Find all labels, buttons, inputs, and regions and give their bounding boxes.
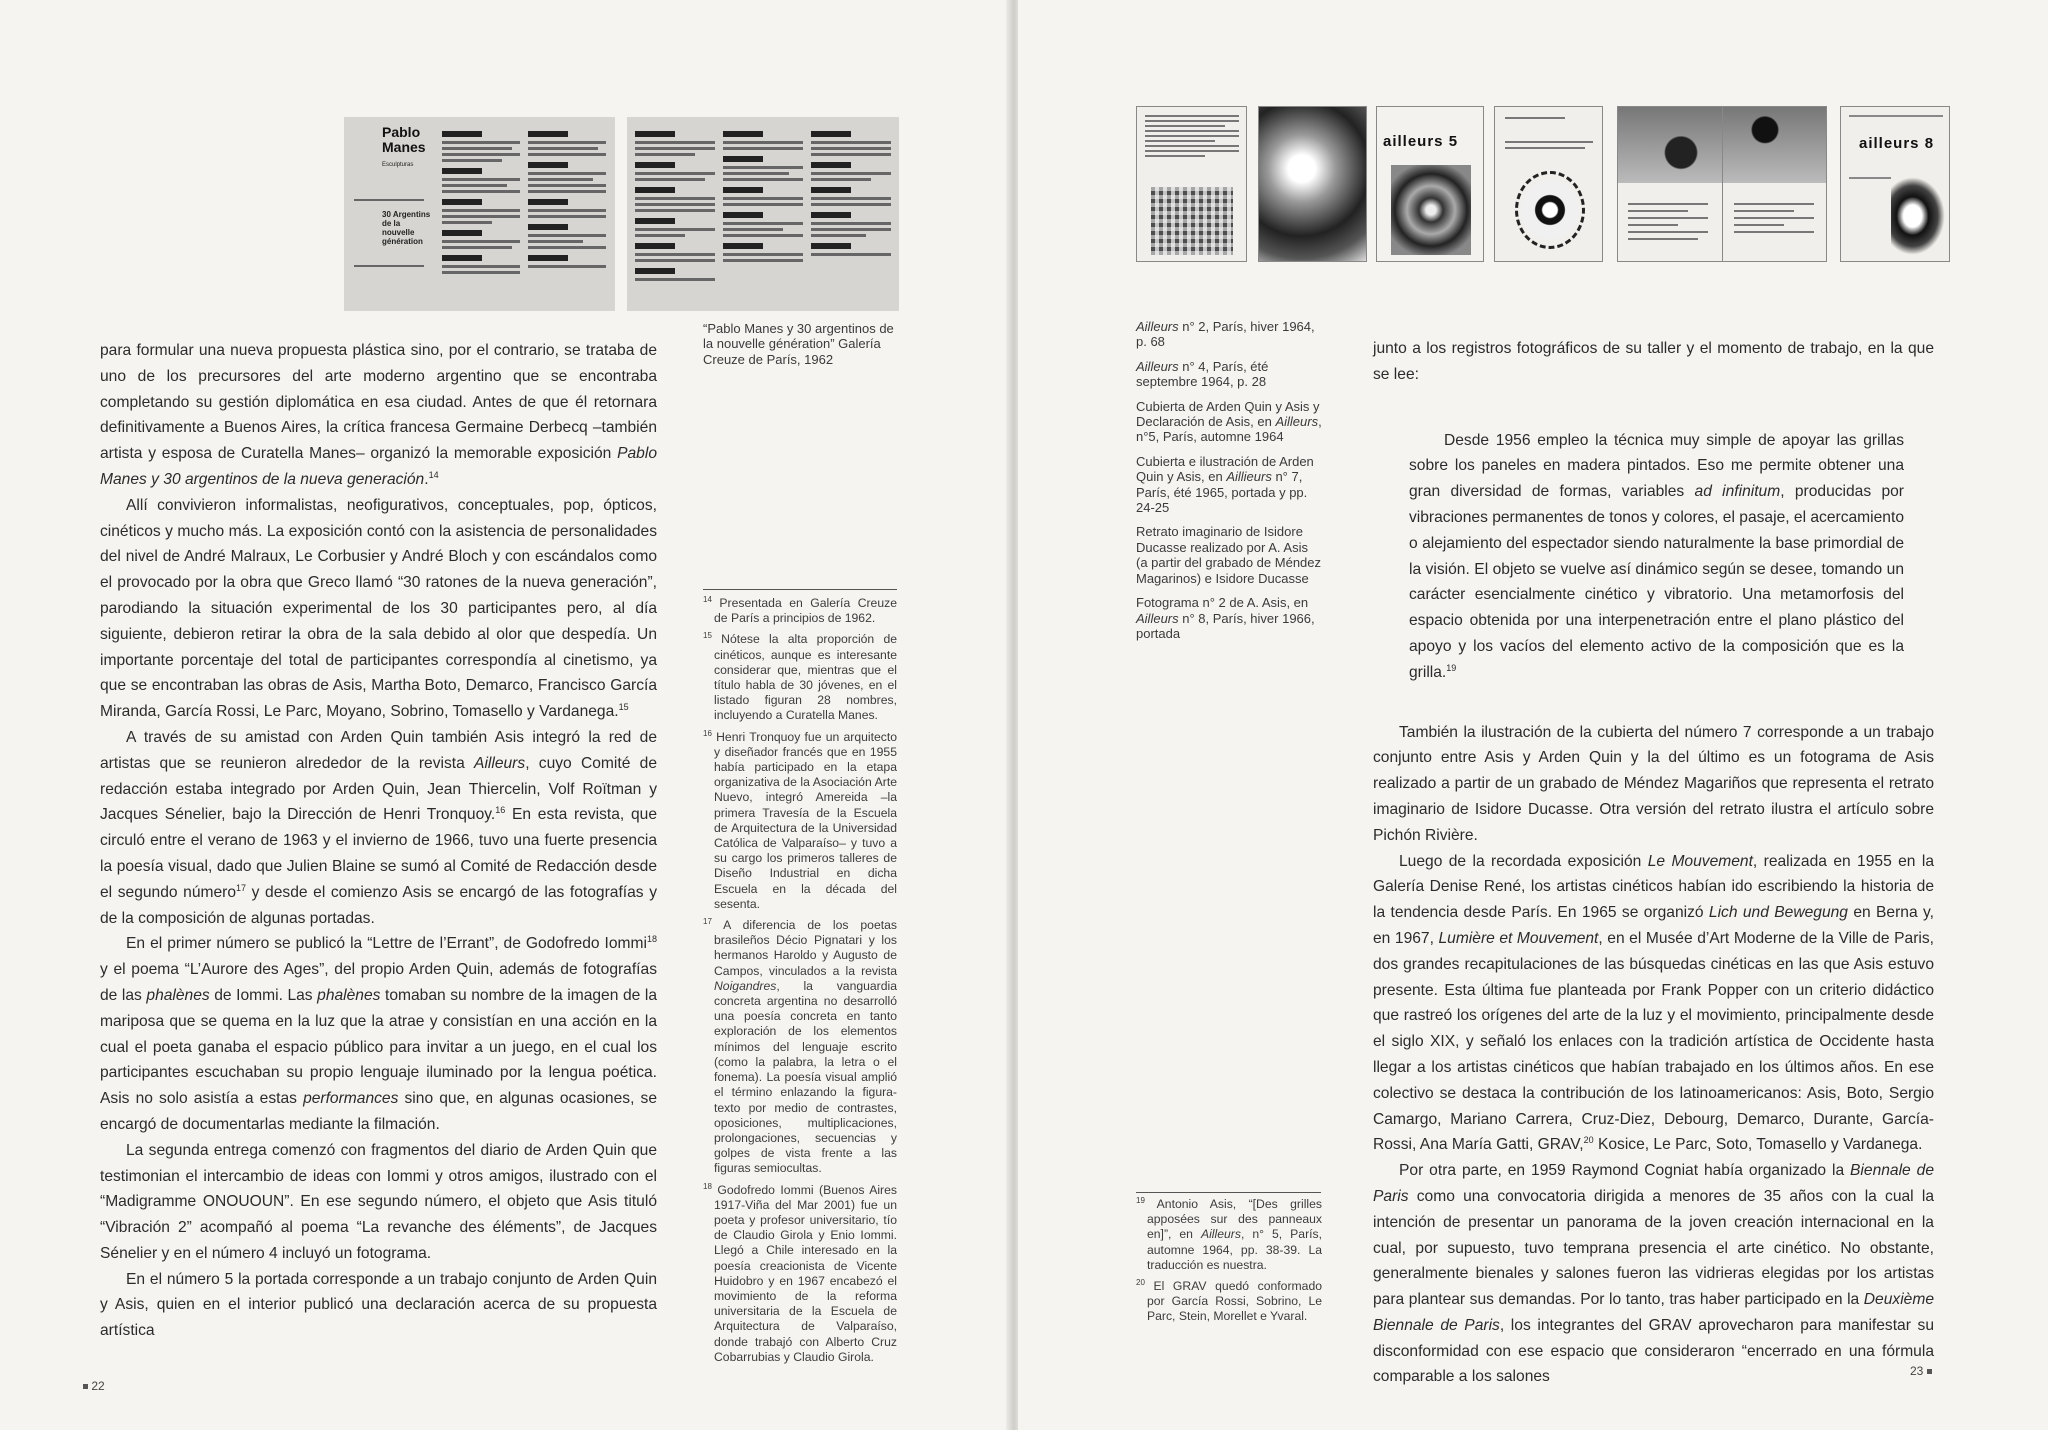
- paragraph: En el primer número se publicó la “Lettre de l’Errant”, de Godofredo Iommi$^{18}$ y el poema “L’Aurore des Ages”, del propio Arden Quin, además de fotografías de las phalènes de Iommi. Las phalènes tomaban su nombre de la imagen de la mariposa que se quema en la luz que la atrae y consistían en una acción en la cual el poeta ganaba el espacio público para invitar a un juego, en el cual los participantes escuchaban su propio lenguaje iluminado por la lengua poética. Asis no solo asistía a estas performances sino que, en algunas ocasiones, se encargó de documentarlas mediante la filmación.: [100, 934, 657, 1133]
- magazine-cover-image: [1136, 106, 1247, 262]
- magazine-page-image: [1494, 106, 1603, 262]
- right-footnotes: [1136, 1197, 1322, 1331]
- intro-paragraph: junto a los registros fotográficos de su taller y el momento de trabajo, en la que se lee:: [1373, 340, 1934, 383]
- poster-caption: “Pablo Manes y 30 argentinos de la nouvelle génération” Galería Creuze de París, 1962: [703, 321, 894, 367]
- magazine-spread-image: [1617, 106, 1827, 262]
- poster-image-left: [344, 117, 615, 311]
- left-body-text: [100, 338, 657, 1344]
- caption: Ailleurs n° 2, París, hiver 1964, p. 68: [1136, 319, 1315, 350]
- block-quote: Desde 1956 empleo la técnica muy simple de apoyar las grillas sobre los paneles en madera pintados. Eso me permite obtener una gran diversidad de formas, variables ad infinitum, producidas por vibraciones permanentes de tonos y colores, el pasaje, el acercamiento o alejamiento del espectador siendo naturalmente la base primordial de la visión. El objeto se vuelve así dinámico según se desee, tomando un carácter esencialmente cinético y vibratorio. Una metamorfosis del espacio obtenida por una interpenetración entre el plano plástico del apoyo y los vacíos del elemento activo de la composición que es la grilla.$^{19}$: [1409, 431, 1904, 681]
- page-number: 23: [1910, 1364, 1932, 1378]
- footnote-rule: [703, 589, 897, 590]
- paragraph: Luego de la recordada exposición Le Mouvement, realizada en 1955 en la Galería Denise René, los artistas cinéticos habían ido escribiendo la historia de la tendencia desde París. En 1965 se organizó Lich und Bewegung en Berna y, en 1967, Lumière et Mouvement, en el Musée d’Art Moderne de la Ville de Paris, dos grandes recapitulaciones de las búsquedas cinéticas en las que Asis estuvo presente. Esta última fue planteada por Frank Popper con un criterio didáctico que rastreó los orígenes del arte de la luz y el movimiento, principalmente desde el siglo XIX, y señaló los enlaces con la tradición artística de Occidente hasta llegar a los artistas cinéticos que habían trabajado en los últimos años. En ese colectivo se destaca la contribución de los latinoamericanos: Asis, Boto, Sergio Camargo, Mariano Carrera, Cruz-Diez, Debourg, Demarco, Durante, García-Rossi, Ana María Gatti, GRAV,$^{20}$ Kosice, Le Parc, Soto, Tomasello y Vardanega.: [1373, 852, 1935, 1154]
- footnote: $^{17}$ A diferencia de los poetas brasileños Décio Pignatari y los hermanos Haroldo y Augusto de Campos, vinculados a la revista Noigandres, la vanguardia concreta argentina no desarrolló una poesía concreta en tanto exploración de los elementos mínimos del lenguaje escrito (como la palabra, la letra o el fonema). La poesía visual amplió el término enlazando la figura-texto por medio de contrastes, oposiciones, multiplicaciones, prolongaciones, secuencias y golpes de vista frente a las figuras semiocultas.: [703, 917, 897, 1176]
- footnote-rule: [1136, 1192, 1321, 1193]
- paragraph: La segunda entrega comenzó con fragmentos del diario de Arden Quin que testimonian el intercambio de ideas con Iommi y otros amigos, ilustrado con el “Madigramme ONOUOUN”. En ese segundo número, el objeto que Asis tituló “Vibración 2” acompañó al poema “La revanche des éléments”, de Jacques Sénelier y en el número 4 incluyó un fotograma.: [100, 1141, 657, 1262]
- right-body-text: [1373, 336, 1934, 1390]
- paragraph: A través de su amistad con Arden Quin también Asis integró la red de artistas que se reunieron alrededor de la revista Ailleurs, cuyo Comité de redacción estaba integrado por Arden Quin, Jean Thiercelin, Volf Roïtman y Jacques Sénelier, bajo la Dirección de Henri Tronquoy.$^{16}$ En esta revista, que circuló entre el verano de 1963 y el invierno de 1966, tuvo una fuerte presencia la poesía visual, dado que Julien Blaine se sumó al Comité de Redacción desde el segundo número$^{17}$ y desde el comienzo Asis se encargó de las fotografías y de la composición de algunas portadas.: [100, 728, 657, 927]
- paragraph: En el número 5 la portada corresponde a un trabajo conjunto de Arden Quin y Asis, quien en el interior publicó una declaración acerca de su propuesta artística: [100, 1270, 657, 1340]
- image-captions: [1136, 319, 1322, 650]
- paragraph: para formular una nueva propuesta plástica sino, por el contrario, se trataba de uno de los precursores del arte moderno argentino que se encontraba completando su gestión diplomática en esa ciudad. Antes de que él retornara definitivamente a Buenos Aires, la crítica francesa Germaine Derbecq –también artista y esposa de Curatella Manes– organizó la memorable exposición Pablo Manes y 30 argentinos de la nueva generación.$^{14}$: [100, 342, 657, 488]
- caption: Retrato imaginario de Isidore Ducasse realizado por A. Asis (a partir del grabado de Méndez Magarinos) e Isidore Ducasse: [1136, 524, 1322, 586]
- paragraph: Allí convivieron informalistas, neofigurativos, conceptuales, pop, ópticos, cinéticos y mucho más. La exposición contó con la asistencia de personalidades del nivel de André Malraux, Le Corbusier y André Bloch y con escándalos como el provocado por la obra que Greco llamó “30 ratones de la nueva generación”, parodiando la situación experimental de los 30 participantes pero, al día siguiente, debieron retirar la obra de la sala debido al olor que despedía. Un importante porcentaje del total de participantes correspondía al cinetismo, ya que se encontraban las obras de Asis, Martha Boto, Demarco, Francisco García Miranda, García Rossi, Le Parc, Moyano, Sobrino, Tomasello y Vardanega.$^{15}$: [100, 496, 657, 721]
- caption: Fotograma n° 2 de A. Asis, en Ailleurs n° 8, París, hiver 1966, portada: [1136, 595, 1315, 641]
- cover-label: ailleurs 8: [1859, 135, 1935, 152]
- page-number: 22: [83, 1379, 105, 1393]
- poster-center-title: 30 Argentins de la nouvelle génération: [382, 210, 431, 246]
- paragraph: También la ilustración de la cubierta del número 7 corresponde a un trabajo conjunto entre Asis y Arden Quin y la del último es un fotograma de Asis realizado a partir de un grabado de Méndez Magariños que representa el retrato imaginario de Isidore Ducasse. Otra versión del retrato ilustra el artículo sobre Pichón Rivière.: [1373, 723, 1934, 844]
- magazine-cover-ailleurs-5: [1376, 106, 1484, 262]
- paragraph: Por otra parte, en 1959 Raymond Cogniat había organizado la Biennale de Paris como una convocatoria dirigida a menores de 35 años con la cual la intención de presentar un panorama de la joven creación internacional en la cual, por supuesto, tuvo temprana presencia el arte cinético. No obstante, generalmente bienales y salones fueron las vidrieras elegidas por los artistas para plantear sus demandas. Por lo tanto, tras haber participado en la Deuxième Biennale de Paris, los integrantes del GRAV aprovecharon para manifestar su disconformidad con ese espacio que consideraron “encerrado en una fórmula comparable a los salones: [1373, 1162, 1935, 1386]
- right-page: [1018, 0, 2048, 1430]
- footnote: $^{19}$ Antonio Asis, “[Des grilles apposées sur des panneaux en]”, en Ailleurs, n° 5, París, automne 1964, pp. 38-39. La traducción es nuestra.: [1136, 1195, 1322, 1272]
- left-page: [0, 0, 1012, 1430]
- footnote: $^{15}$ Nótese la alta proporción de cinéticos, aunque es interesante considerar que, mientras que el título habla de 30 jóvenes, en el listado figuran 28 nombres, incluyendo a Curatella Manes.: [703, 631, 897, 723]
- caption: Cubierta de Arden Quin y Asis y Declaración de Asis, en Ailleurs, n°5, París, automne 1964: [1136, 398, 1322, 445]
- poster-image-right: [627, 117, 899, 311]
- footnote: $^{16}$ Henri Tronquoy fue un arquitecto y diseñador francés que en 1955 había participado en la etapa organizativa de la Asociación Arte Nuevo, integró Amereida –la primera Travesía de la Escuela de Arquitectura de la Universidad Católica de Valparaíso– y tuvo a su cargo los primeros talleres de Diseño Industrial en dicha Escuela en la década del sesenta.: [703, 728, 897, 911]
- left-footnotes: [703, 596, 897, 1371]
- photogram-image: [1258, 106, 1367, 262]
- footnote: $^{20}$ El GRAV quedó conformado por García Rossi, Sobrino, Le Parc, Stein, Morellet e Yvaral.: [1136, 1277, 1322, 1324]
- caption: Cubierta e ilustración de Arden Quin y Asis, en Aillieurs n° 7, París, été 1965, portada y pp. 24-25: [1136, 453, 1314, 516]
- magazine-cover-ailleurs-8: [1840, 106, 1950, 262]
- footnote: $^{18}$ Godofredo Iommi (Buenos Aires 1917-Viña del Mar 2001) fue un poeta y profesor universitario, tío de Claudio Girola y Enio Iommi. Llegó a Chile interesado en la poesía creacionista de Vicente Huidobro y en 1967 encabezó el movimiento de la reforma universitaria de la Escuela de Arquitectura de Valparaíso, donde trabajó con Alberto Cruz Cobarrubias y Claudio Girola.: [703, 1181, 897, 1364]
- caption: Ailleurs n° 4, París, été septembre 1964, p. 28: [1136, 358, 1269, 390]
- cover-label: ailleurs 5: [1383, 133, 1459, 150]
- footnote: $^{14}$ Presentada en Galería Creuze de París a principios de 1962.: [703, 594, 897, 626]
- poster-title: Pablo Manes: [382, 124, 426, 155]
- poster-subtitle: Esculpturas: [382, 162, 414, 168]
